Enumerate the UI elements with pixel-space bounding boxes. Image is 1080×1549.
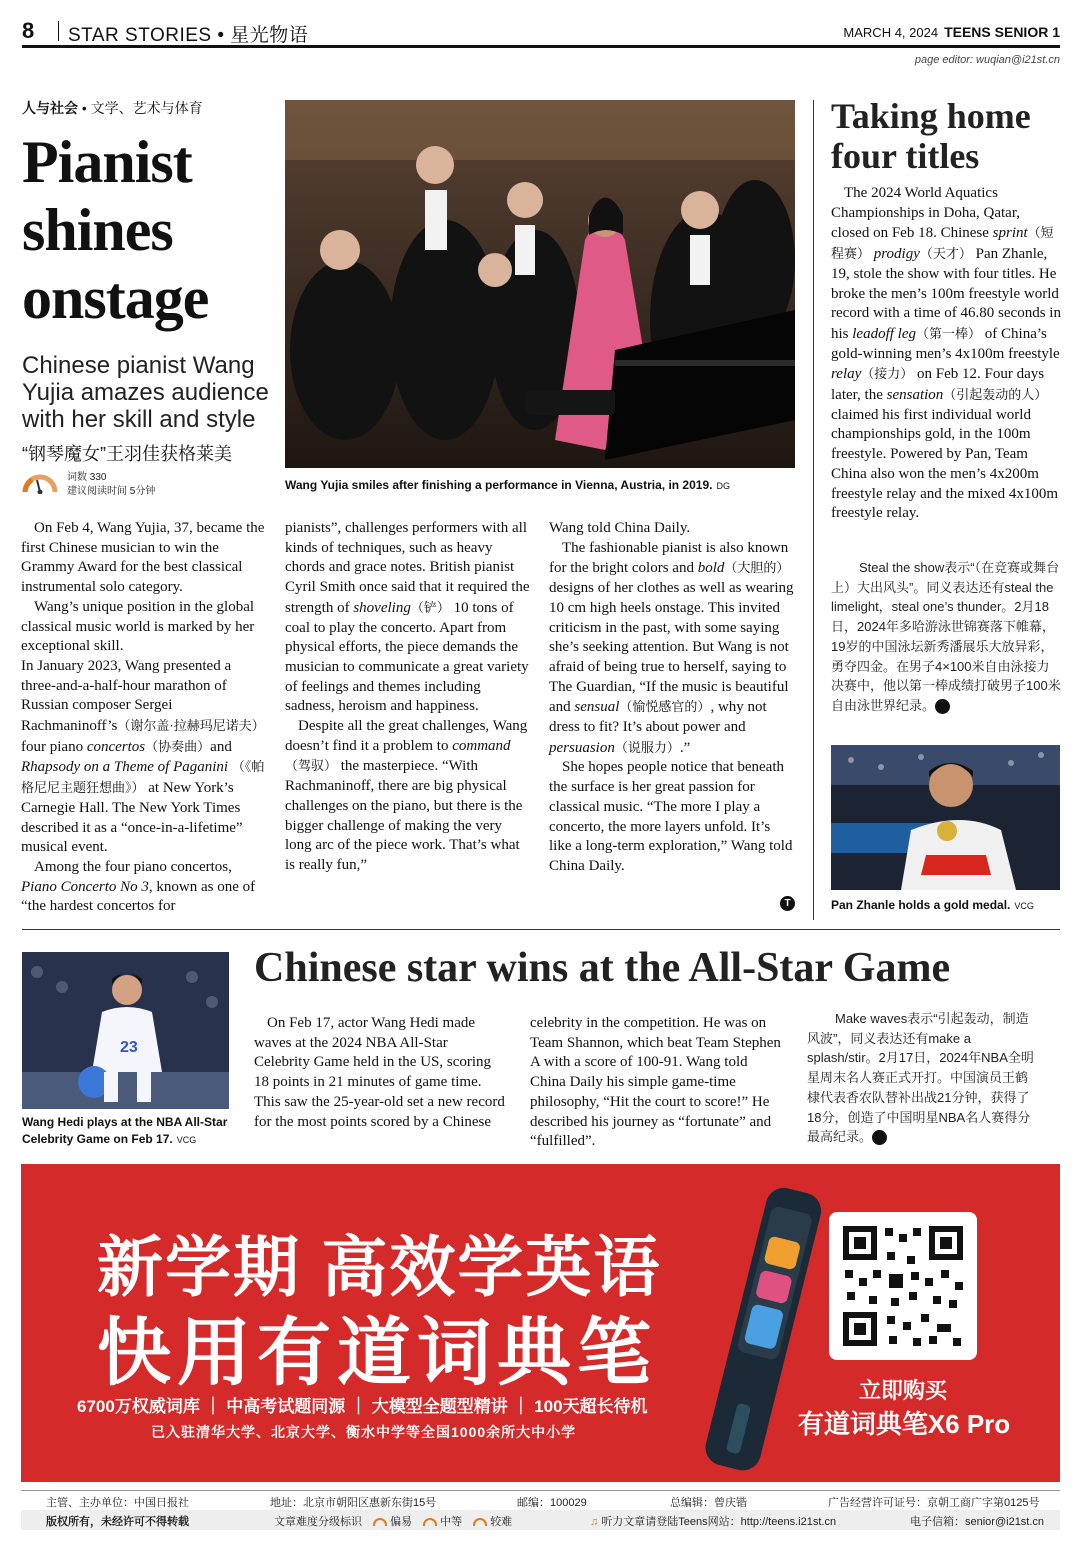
difficulty-hard: 较难 (490, 1516, 513, 1528)
difficulty-medium: 中等 (440, 1516, 463, 1528)
buy-now-label[interactable]: 立即购买 (858, 1378, 947, 1403)
column-rule (813, 100, 814, 920)
main-photo-caption (285, 478, 730, 492)
gloss: （驾驭） (285, 758, 338, 774)
vocab-term: prodigy (873, 246, 920, 263)
work-title: Rhapsody on a Theme of Paganini (21, 759, 229, 776)
paragraph: Wang’s unique position in the global classical music world is marked by her exceptional skill. (21, 598, 255, 655)
word-count-value: 词数 330 (67, 472, 107, 483)
paragraph: On Feb 4, Wang Yujia, 37, became the first Chinese musician to win the Grammy Award for the best classical instrumental solo category. (21, 520, 265, 596)
basketball-photo (22, 952, 229, 1109)
product-name: 有道词典笔X6 Pro (797, 1409, 1011, 1439)
gloss: （天才） (919, 246, 972, 262)
footer-postcode: 邮编：100029 (517, 1497, 587, 1509)
text-span: and (210, 738, 232, 755)
vocab-term: leadoff leg (852, 325, 917, 342)
text-span: on Feb 12. Four days later, the (831, 366, 1045, 404)
issue-date: MARCH 4, 2024 (843, 25, 939, 40)
category-label (22, 98, 203, 118)
sidebar-vocab-note (831, 558, 1061, 716)
subhead-chinese: “钢琴魔女”王羽佳获格莱美 (22, 444, 232, 464)
section-name: STAR STORIES • 星光物语 (68, 25, 309, 46)
header-divider (58, 21, 59, 41)
difficulty-legend (274, 1513, 512, 1529)
headline: Pianist shines onstage (22, 129, 209, 331)
caption-text: Pan Zhanle holds a gold medal. (831, 898, 1011, 912)
ad-headline-1: 新学期 高效学英语 (97, 1230, 662, 1304)
text-span: pianists”, challenges performers with all kinds of techniques, such as heavy chords and grace notes. British pianist Cyril Smith once said that it required the strength of (285, 520, 530, 616)
concert-photo (285, 100, 795, 468)
gloss: （大胆的） (724, 560, 790, 576)
text-span: claimed his first individual world championships gold, in the 100m freestyle. Powered by Pan, Team China also won the men’s 4x200m freestyle relay and the mixed 4x100m freestyle relay. (831, 406, 1059, 522)
sidebar-title: Taking home four titles (831, 96, 1031, 176)
sidebar-paragraph (831, 184, 1061, 524)
paragraph (21, 858, 266, 917)
swimmer-photo (831, 745, 1060, 890)
category-main: 人与社会 (22, 100, 78, 116)
text-span: The 2024 World Aquatics Championships in Doha, Qatar, closed on Feb 18. Chinese (831, 185, 1020, 242)
gloss: （引起轰动的人） (943, 387, 1048, 403)
footer-chief-editor: 总编辑：曾庆锴 (670, 1497, 747, 1509)
text-span: The fashionable pianist is also known for the bright colors and (549, 539, 789, 577)
caption-text: Wang Hedi plays at the NBA All-Star Celebrity Game on Feb 17. (22, 1115, 228, 1146)
gloss: （愉悦感官的） (619, 699, 711, 715)
paragraph (21, 657, 266, 858)
photo-credit: DG (716, 481, 730, 491)
text-span: of China’s gold-winning men’s 4x100m freestyle (831, 325, 1060, 362)
article-column-2 (285, 519, 530, 876)
paragraph: On Feb 17, actor Wang Hedi made waves at the 2024 NBA All-Star Celebrity Game held in the US, scoring 18 points in 21 minutes of game time. This saw the 25-year-old set a new record for the most points scored by a Chinese (254, 1015, 505, 1130)
gloss: （《帕格尼尼主题狂想曲》） (21, 759, 265, 796)
caption-text: Wang Yujia smiles after finishing a performance in Vienna, Austria, in 2019. (285, 478, 713, 492)
masthead (22, 18, 1060, 48)
lower-photo-caption (22, 1114, 237, 1149)
text-span: the masterpiece. “With Rachmaninoff, there are big physical challenges on the piano, but there is the bigger challenge of making the very long arc of the piece work. That’s what is really fun,” (285, 758, 523, 873)
headphones-icon: ♫ (590, 1516, 599, 1528)
gloss: （说服力） (614, 739, 680, 755)
paragraph (285, 717, 530, 876)
reading-time: 建议阅读时间 5分钟 (67, 486, 156, 497)
ad-headline-2: 快用有道词典笔 (97, 1311, 657, 1394)
vocab-term: command (452, 737, 511, 754)
teens-end-mark-icon: T (780, 896, 795, 911)
lower-vocab-note (807, 1009, 1039, 1147)
text-span: , known as one of “the hardest concertos for (21, 878, 256, 915)
paragraph: She hopes people notice that beneath the surface is her great passion for classical music. “The more I play a concerto, the more layers unfold. It’s like a long-term exploration,” Wang told China Daily. (549, 759, 793, 874)
gloss: （谢尔盖·拉赫玛尼诺夫） (117, 718, 265, 734)
vocab-term: relay (831, 366, 862, 383)
vocab-term: persuasion (549, 739, 615, 756)
issue-info (843, 24, 1060, 40)
text-span: designs of her clothes as well as wearing 10 cm high heels onstage. This invited criticism in the past, with some saying she’s seeking attention. But Wang is not afraid of being true to herself, saying to The Guardian, “If the music is beautiful and (549, 580, 794, 716)
gloss: （铲） (410, 599, 450, 615)
article-column-3 (549, 519, 794, 877)
text-span: , why not dress to fit? It’s about power and (549, 699, 767, 736)
difficulty-gauge-icon (22, 472, 58, 494)
lower-column-1 (254, 1014, 506, 1132)
difficulty-easy: 偏易 (390, 1516, 413, 1528)
work-title: Piano Concerto No 3 (21, 878, 149, 895)
paragraph (549, 539, 794, 759)
subhead: Chinese pianist Wang Yujia amazes audience with her skill and style (22, 352, 269, 433)
word-count (67, 471, 155, 499)
teens-end-mark-icon: T (935, 699, 950, 714)
paragraph: celebrity in the competition. He was on Team Shannon, which beat Team Stephen A with a score of 100-91. Wang told China Daily his simple game-time philosophy, “Hit the court to score!” He described his journey as “fortunate” and “fulfilled”. (530, 1015, 781, 1150)
footer-sponsor: 主管、主办单位：中国日报社 (46, 1497, 189, 1509)
photo-credit: VCG (176, 1135, 197, 1145)
footer-rule (21, 1490, 1060, 1491)
vocab-term: sprint (992, 225, 1028, 242)
vocab-term: sensation (886, 387, 944, 404)
text-span: Among the four piano concertos, (34, 858, 232, 875)
hard-gauge-icon (473, 1518, 487, 1526)
footer-audio-link[interactable] (590, 1513, 836, 1529)
svg-text:23: 23 (120, 1039, 138, 1056)
paragraph (285, 519, 530, 717)
sidebar-photo-caption (831, 898, 1034, 912)
note-text: Make waves表示“引起轰动，制造风波”，同义表达还有make a splash/stir。2月17日，2024年NBA全明星周末名人赛正式开打。中国演员王鹤棣代表香农队替补出战21分钟，获得了18分，创造了中国明星NBA名人赛得分最高纪录。 (807, 1011, 1034, 1145)
section-rule (22, 929, 1060, 930)
text-span: 10 tons of coal to play the concerto. Apart from physical efforts, the piece demands the musician to communicate a great variety of feelings and themes including sadness, heroism and happiness. (285, 599, 529, 715)
text-span: Pan Zhanle, 19, stole the show with four titles. He broke the men’s 100m freestyle world record with a time of 46.80 seconds in his (831, 246, 1061, 342)
vocab-term: bold (697, 560, 725, 577)
text-span: at New York’s Carnegie Hall. The New York Times described it as a “once-in-a-lifetime” musical event. (21, 780, 243, 856)
ad-features: 6700万权威词库 ｜ 中高考试题同源 ｜ 大模型全题型精讲 ｜ 100天超长待机 (77, 1397, 648, 1416)
edition-name: TEENS SENIOR 1 (944, 24, 1060, 40)
teens-end-mark-icon: T (872, 1130, 887, 1145)
paragraph: Wang told China Daily. (549, 520, 691, 536)
medium-gauge-icon (423, 1518, 437, 1526)
qr-code[interactable] (829, 1212, 977, 1360)
advertisement-banner[interactable] (21, 1164, 1060, 1482)
footer-email[interactable]: 电子信箱：senior@i21st.cn (910, 1516, 1045, 1528)
text-span: four piano (21, 738, 84, 755)
note-text: Steal the show表示“（在竞赛或舞台上）大出风头”。同义表达还有steal the limelight，steal one’s thunder。2月18日，2024年多哈游泳世锦赛落下帷幕，19岁的中国泳坛新秀潘展乐大放异彩，勇夺四金。在男子4×100米自由泳接力决赛中，他以第一棒成绩打破男子100米自由泳世界纪录。 (831, 560, 1061, 713)
gloss: （接力） (861, 366, 914, 382)
text-span: .” (679, 739, 691, 756)
category-sub: • 文学、艺术与体育 (78, 100, 203, 116)
audio-link-text: 听力文章请登陆Teens网站：http://teens.i21st.cn (601, 1516, 837, 1528)
sidebar-article (831, 184, 1061, 524)
ad-subline: 已入驻清华大学、北京大学、衡水中学等全国1000余所大中小学 (151, 1424, 577, 1440)
gloss: （第一棒） (916, 325, 982, 341)
page-editor: page editor: wuqian@i21st.cn (914, 54, 1060, 66)
page-number: 8 (22, 18, 35, 43)
easy-gauge-icon (373, 1518, 387, 1526)
gloss: （短程赛） (831, 225, 1054, 262)
footer-address: 地址：北京市朝阳区惠新东街15号 (270, 1497, 437, 1509)
difficulty-label: 文章难度分级标识 (274, 1516, 362, 1528)
vocab-term: concertos (86, 738, 146, 755)
text-span: Despite all the great challenges, Wang doesn’t find it a problem to (285, 718, 528, 754)
footer-license: 广告经营许可证号：京朝工商广字第0125号 (828, 1497, 1040, 1509)
lower-headline: Chinese star wins at the All-Star Game (254, 945, 951, 991)
text-span: In January 2023, Wang presented a three-and-a-half-hour marathon of Russian composer Sergei Rachmaninoff’s (21, 657, 232, 735)
footer-rights: 版权所有，未经许可不得转载 (46, 1516, 189, 1528)
gloss: （协奏曲） (145, 738, 211, 754)
photo-credit: VCG (1014, 901, 1034, 911)
lower-column-2 (530, 1014, 782, 1152)
vocab-term: shoveling (353, 599, 411, 616)
article-column-1 (21, 519, 266, 917)
vocab-term: sensual (574, 699, 620, 716)
